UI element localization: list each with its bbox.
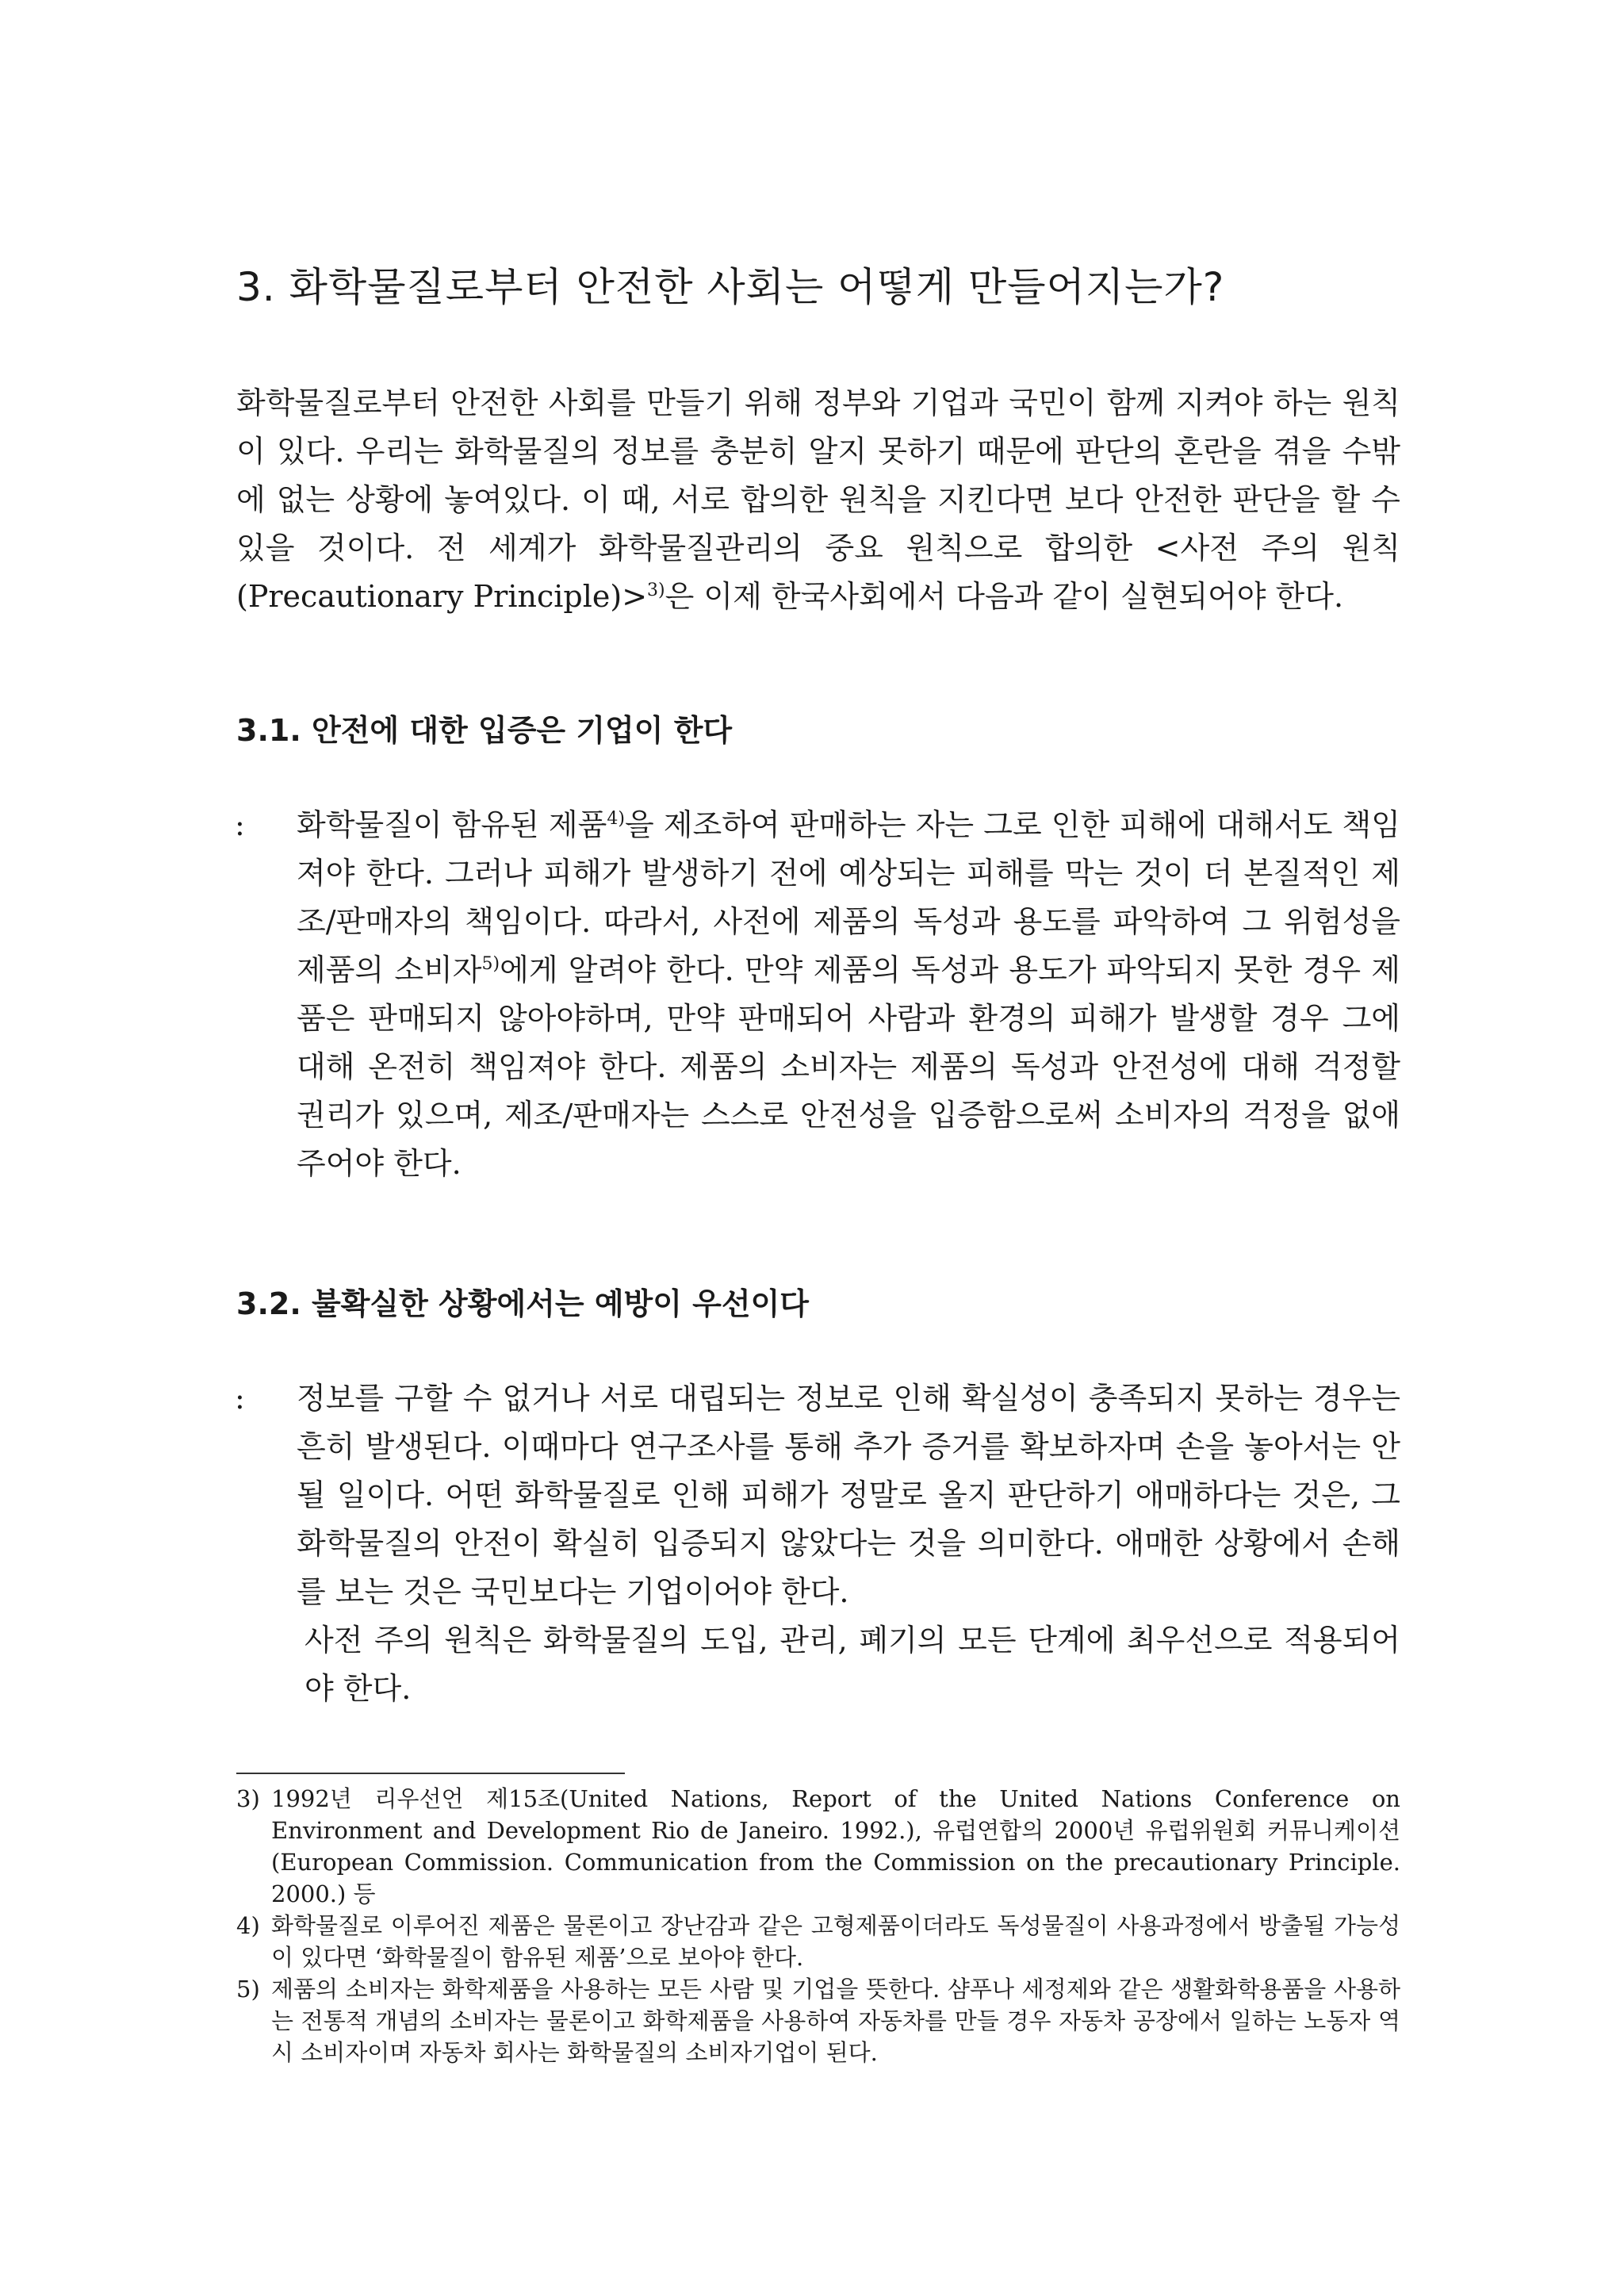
item-marker: : — [235, 1381, 245, 1416]
footnote-ref-3[interactable]: 3) — [647, 581, 665, 600]
footnote-ref-5[interactable]: 5) — [481, 954, 500, 974]
footnote-text: 1992년 리우선언 제15조(United Nations, Report of the United Nations Conference on Environment and Development Rio de Janeiro. 1992.), 유럽연합의 2000년 유럽위원회 커뮤니케이션(European Commission. Communication from the Commission on the precautionary Principle. 2000.) 등 — [271, 1785, 1400, 1907]
footnote-ref-4[interactable]: 4) — [607, 809, 625, 829]
footnote-number: 3) — [236, 1785, 260, 1812]
paragraph-text: 을 제조하여 판매하는 자는 그로 인한 피해에 대해서도 책임져야 한다. 그러나 피해가 발생하기 전에 예상되는 피해를 막는 것이 더 본질적인 제조/판매자의 책임이다. 따라서, 사전에 제품의 독성과 용도를 파악하여 그 위험성을 제품의 소비자 — [297, 807, 1400, 987]
footnote-text: 제품의 소비자는 화학제품을 사용하는 모든 사람 및 기업을 뜻한다. 샴푸나 세정제와 같은 생활화학용품을 사용하는 전통적 개념의 소비자는 물론이고 화학제품을 사용하여 자동차를 만들 경우 자동차 공장에서 일하는 노동자 역시 소비자이며 자동차 회사는 화학물질의 소비자기업이 된다. — [271, 1976, 1400, 2066]
subsection-3-1-paragraph — [268, 801, 1400, 1188]
subsection-heading-3-1: 3.1. 안전에 대한 입증은 기업이 한다 — [236, 713, 733, 748]
subsection-heading-3-2: 3.2. 불확실한 상황에서는 예방이 우선이다 — [236, 1286, 809, 1321]
footnotes-list — [236, 1783, 1400, 2068]
item-marker: : — [235, 807, 245, 842]
intro-text-end: 은 이제 한국사회에서 다음과 같이 실현되어야 한다. — [665, 579, 1344, 614]
paragraph-text: 에게 알려야 한다. 만약 제품의 독성과 용도가 파악되지 못한 경우 제품은 판매되지 않아야하며, 만약 판매되어 사람과 환경의 피해가 발생할 경우 그에 대해 온전히 책임져야 한다. 제품의 소비자는 제품의 독성과 안전성에 대해 걱정할 권리가 있으며, 제조/판매자는 스스로 안전성을 입증함으로써 소비자의 걱정을 없애주어야 한다. — [297, 953, 1401, 1181]
paragraph-text-2: 사전 주의 원칙은 화학물질의 도입, 관리, 폐기의 모든 단계에 최우선으로 적용되어야 한다. — [304, 1623, 1400, 1706]
footnote-text: 화학물질로 이루어진 제품은 물론이고 장난감과 같은 고형제품이더라도 독성물질이 사용과정에서 방출될 가능성이 있다면 ‘화학물질이 함유된 제품’으로 보아야 한다. — [271, 1912, 1400, 1971]
subsection-3-1-body — [235, 801, 1401, 1188]
footnote-number: 5) — [236, 1976, 260, 2003]
footnote-number: 4) — [236, 1912, 260, 1939]
intro-text: 화학물질로부터 안전한 사회를 만들기 위해 정부와 기업과 국민이 함께 지켜야 하는 원칙이 있다. 우리는 화학물질의 정보를 충분히 알지 못하기 때문에 판단의 혼란을 겪을 수밖에 없는 상황에 놓여있다. 이 때, 서로 합의한 원칙을 지킨다면 보다 안전한 판단을 할 수 있을 것이다. 전 세계가 화학물질관리의 중요 원칙으로 합의한 <사전 주의 원칙(Precautionary Principle)> — [236, 385, 1400, 614]
footnote-divider — [236, 1773, 625, 1774]
intro-paragraph — [236, 379, 1400, 621]
footnote-3 — [236, 1783, 1400, 1910]
paragraph-text: 정보를 구할 수 없거나 서로 대립되는 정보로 인해 확실성이 충족되지 못하는 경우는 흔히 발생된다. 이때마다 연구조사를 통해 추가 증거를 확보하자며 손을 놓아서는 안 될 일이다. 어떤 화학물질로 인해 피해가 정말로 올지 판단하기 애매하다는 것은, 그 화학물질의 안전이 확실히 입증되지 않았다는 것을 의미한다. 애매한 상황에서 손해를 보는 것은 국민보다는 기업이어야 한다. — [297, 1381, 1400, 1609]
subsection-3-2-paragraph — [268, 1374, 1400, 1713]
section-heading: 3. 화학물질로부터 안전한 사회는 어떻게 만들어지는가? — [236, 264, 1225, 310]
document-page — [236, 0, 1400, 2296]
paragraph-text: 화학물질이 함유된 제품 — [297, 807, 607, 842]
footnote-5 — [236, 1973, 1400, 2068]
subsection-3-2-body — [235, 1374, 1400, 1713]
footnote-4 — [236, 1910, 1400, 1973]
